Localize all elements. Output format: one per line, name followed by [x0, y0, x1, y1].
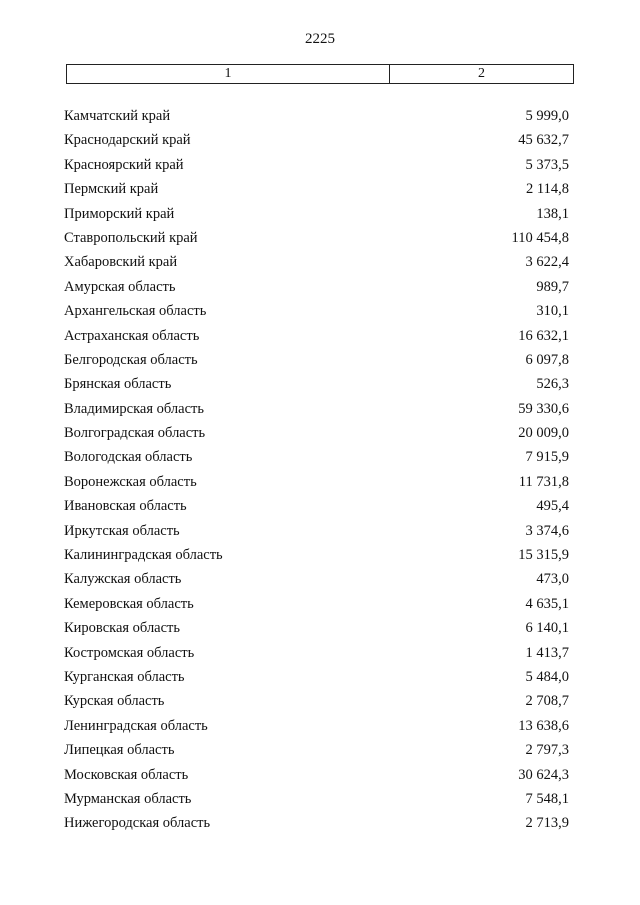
table-row — [0, 496, 640, 520]
table-row — [0, 643, 640, 667]
table-row — [0, 326, 640, 350]
table-row — [0, 667, 640, 691]
region-name: Архангельская область — [64, 303, 207, 320]
region-name: Воронежская область — [64, 473, 197, 490]
table-row — [0, 447, 640, 471]
region-name: Приморский край — [64, 205, 175, 222]
region-name: Калининградская область — [64, 547, 223, 564]
table-row — [0, 155, 640, 179]
region-value: 310,1 — [536, 303, 569, 320]
table-row — [0, 789, 640, 813]
table-row — [0, 228, 640, 252]
region-name: Белгородская область — [64, 351, 198, 368]
region-name: Вологодская область — [64, 449, 193, 466]
table-row — [0, 301, 640, 325]
table-row — [0, 277, 640, 301]
region-name: Волгоградская область — [64, 425, 206, 442]
region-value: 1 413,7 — [525, 644, 569, 661]
column-2-header: 2 — [478, 66, 485, 81]
region-name: Пермский край — [64, 181, 159, 198]
region-name: Краснодарский край — [64, 132, 191, 149]
region-value: 495,4 — [536, 498, 569, 515]
region-value: 20 009,0 — [518, 425, 569, 442]
table-row — [0, 423, 640, 447]
region-name: Ставропольский край — [64, 229, 198, 246]
table-row — [0, 106, 640, 130]
region-name: Калужская область — [64, 571, 182, 588]
region-value: 2 797,3 — [525, 742, 569, 759]
region-value: 5 484,0 — [525, 668, 569, 685]
region-value: 5 999,0 — [525, 108, 569, 124]
region-table-body — [0, 106, 640, 838]
region-name: Нижегородская область — [64, 815, 211, 832]
region-value: 15 315,9 — [518, 547, 569, 564]
region-value: 6 097,8 — [525, 351, 569, 368]
page-number: 2225 — [305, 31, 335, 47]
table-row — [0, 545, 640, 569]
table-row — [0, 130, 640, 154]
region-value: 3 622,4 — [525, 254, 569, 271]
region-value: 138,1 — [536, 205, 569, 222]
table-row — [0, 813, 640, 837]
table-row — [0, 179, 640, 203]
region-value: 526,3 — [536, 376, 569, 393]
region-value: 2 114,8 — [526, 181, 569, 198]
region-name: Иркутская область — [64, 522, 180, 539]
table-row — [0, 521, 640, 545]
region-name: Владимирская область — [64, 400, 204, 417]
region-value: 5 373,5 — [525, 156, 569, 173]
region-name: Ивановская область — [64, 498, 187, 515]
region-value: 110 454,8 — [511, 229, 569, 246]
region-value: 4 635,1 — [525, 595, 569, 612]
table-row — [0, 472, 640, 496]
region-value: 2 713,9 — [525, 815, 569, 832]
region-value: 6 140,1 — [525, 620, 569, 637]
region-name: Брянская область — [64, 376, 172, 393]
region-value: 16 632,1 — [518, 327, 569, 344]
table-row — [0, 350, 640, 374]
table-row — [0, 765, 640, 789]
region-value: 59 330,6 — [518, 400, 569, 417]
region-name: Московская область — [64, 766, 189, 783]
table-header — [66, 64, 574, 84]
region-name: Кировская область — [64, 620, 181, 637]
table-row — [0, 740, 640, 764]
region-name: Хабаровский край — [64, 254, 178, 271]
region-name: Мурманская область — [64, 790, 192, 807]
table-row — [0, 594, 640, 618]
table-row — [0, 399, 640, 423]
region-name: Кемеровская область — [64, 595, 194, 612]
region-value: 13 638,6 — [518, 717, 569, 734]
table-row — [0, 569, 640, 593]
region-name: Красноярский край — [64, 156, 184, 173]
table-row — [0, 618, 640, 642]
region-name: Курская область — [64, 693, 165, 710]
region-value: 989,7 — [536, 278, 569, 295]
region-value: 11 731,8 — [518, 473, 569, 490]
region-value: 45 632,7 — [518, 132, 569, 149]
region-name: Амурская область — [64, 278, 176, 295]
region-value: 7 915,9 — [525, 449, 569, 466]
region-name: Астраханская область — [64, 327, 200, 344]
region-value: 473,0 — [536, 571, 569, 588]
table-row — [0, 691, 640, 715]
region-value: 3 374,6 — [525, 522, 569, 539]
region-value: 7 548,1 — [525, 790, 569, 807]
column-1-header: 1 — [67, 65, 390, 83]
table-row — [0, 716, 640, 740]
region-name: Ленинградская область — [64, 717, 208, 734]
region-name: Липецкая область — [64, 742, 175, 759]
region-name: Камчатский край — [64, 108, 171, 124]
table-row — [0, 374, 640, 398]
region-name: Курганская область — [64, 668, 185, 685]
region-value: 2 708,7 — [525, 693, 569, 710]
region-value: 30 624,3 — [518, 766, 569, 783]
table-row — [0, 204, 640, 228]
table-row — [0, 252, 640, 276]
region-name: Костромская область — [64, 644, 195, 661]
